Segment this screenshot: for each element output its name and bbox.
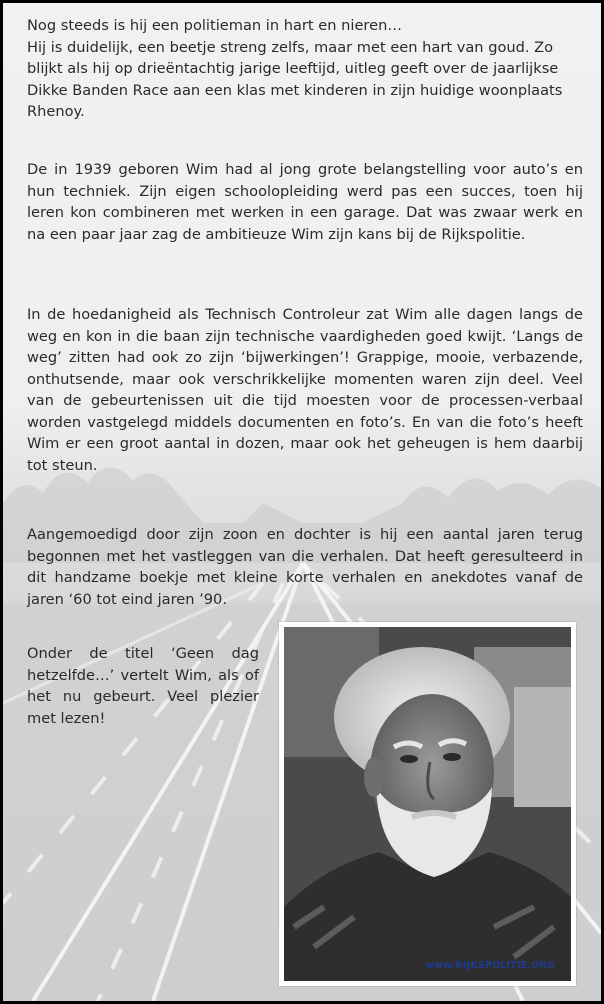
- career-paragraph: In de hoedanigheid als Technisch Controleur zat Wim alle dagen langs de weg en kon in die baan zijn technische vaardigheden goed kwijt. ‘Langs de weg’ zitten had ook zo zijn ‘bijwerkingen’! Grappige, mooie, verbazende, onthutsende, maar ook verschrikkelijke momenten waren zijn deel. Veel van de gebeurtenissen uit die tijd moesten voor de processen-verbaal worden vastgelegd middels documenten en foto’s. En van die foto’s heeft Wim er een groot aantal in dozen, maar ook het geheugen is hem daarbij tot steun.: [27, 306, 583, 474]
- author-photo: [284, 627, 571, 981]
- watermark-text: www.RIJKSPOLITIE.ORG: [425, 960, 555, 971]
- book-back-cover: [3, 3, 601, 1001]
- background-paragraph: De in 1939 geboren Wim had al jong grote belangstelling voor auto’s en hun techniek. Zijn eigen schoolopleiding werd pas een succes, toen hij leren kon combineren met werken in een garage. Dat was zwaar werk en na een paar jaar zag de ambitieuze Wim zijn kans bij de Rijkspolitie.: [27, 161, 583, 243]
- intro-paragraph: Nog steeds is hij een politieman in hart en nieren… Hij is duidelijk, een beetje streng zelfs, maar met een hart van goud. Zo blijkt als hij op drieëntachtig jarige leeftijd, uitleg geeft over de jaarlijkse Dikke Banden Race aan een klas met kinderen in zijn huidige woonplaats Rhenoy.: [27, 17, 563, 120]
- book-origin-paragraph: Aangemoedigd door zijn zoon en dochter is hij een aantal jaren terug begonnen met het vastleggen van die verhalen. Dat heeft geresulteerd in dit handzame boekje met kleine korte verhalen en anekdotes vanaf de jaren ‘60 tot eind jaren ’90.: [27, 526, 583, 608]
- author-photo-frame: [279, 622, 576, 986]
- closing-paragraph: Onder de titel ‘Geen dag hetzelfde…’ vertelt Wim, als of het nu gebeurt. Veel plezier met lezen!: [27, 645, 259, 727]
- author-portrait-illustration: [284, 627, 571, 981]
